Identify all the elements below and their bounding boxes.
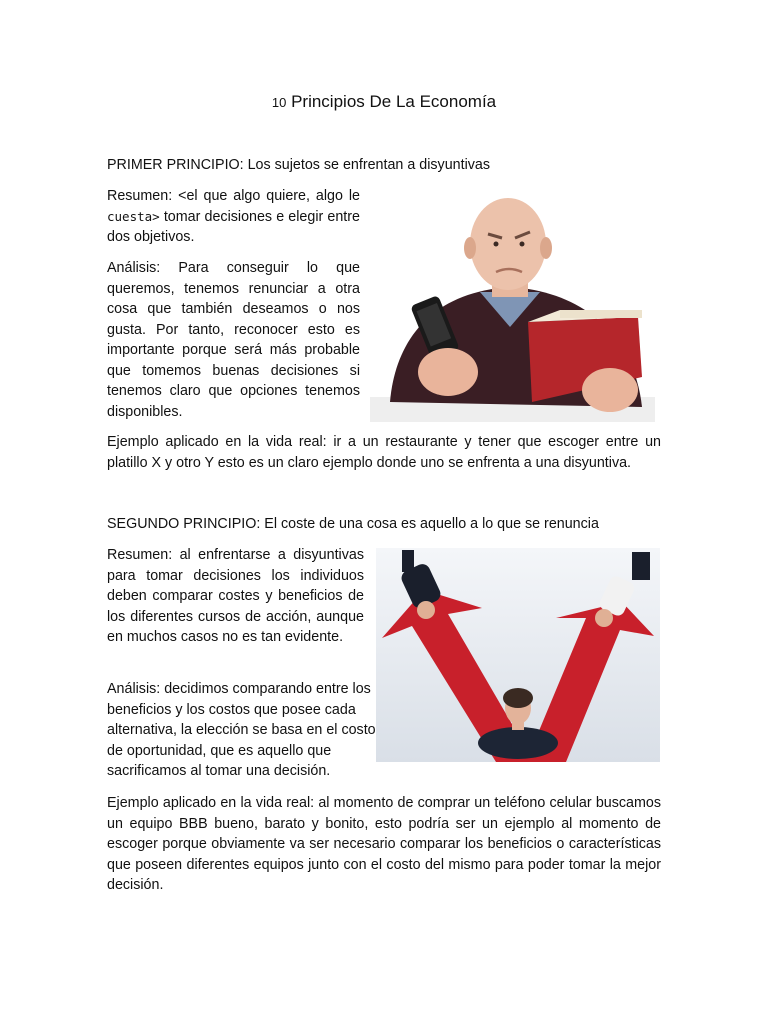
title-number: 10	[271, 95, 287, 110]
people-on-red-v-arrows-illustration	[376, 548, 660, 762]
principle-2-example: Ejemplo aplicado en la vida real: al momento de comprar un teléfono celular buscamos un equipo BBB bueno, barato y bonito, esto podría ser un ejemplo al momento de escoger porque obviamente va ser necesario comparar los beneficios o características que poseen diferentes equipos junto con el costo del mismo para poder tomar la mejor decisión.	[107, 795, 661, 893]
principle-1-heading: PRIMER PRINCIPIO: Los sujetos se enfrentan a disyuntivas	[107, 157, 491, 173]
principle-2-heading: SEGUNDO PRINCIPIO: El coste de una cosa es aquello a lo que se renuncia	[107, 516, 599, 532]
image-man-phone-book	[370, 192, 655, 422]
image-v-arrows	[376, 548, 660, 762]
man-with-phone-and-book-illustration	[370, 192, 655, 422]
principle-2-summary: Resumen: al enfrentarse a disyuntivas para tomar decisiones los individuos deben comparar costes y beneficios de los diferentes cursos de acción, aunque en muchos casos no es tan evidente.	[107, 547, 364, 645]
principle-1-summary: Resumen: <el que algo quiere, algo le cuesta> tomar decisiones e elegir entre dos objetivos.	[107, 188, 360, 245]
principle-2-analysis: Análisis: decidimos comparando entre los beneficios y los costos que posee cada alternativa, la elección se basa en el costo de oportunidad, que es aquello que sacrificamos al tomar una decisión.	[107, 681, 376, 779]
document-title	[0, 90, 768, 115]
principle-1-analysis: Análisis: Para conseguir lo que queremos, tenemos renunciar a otra cosa que también deseamos o nos gusta. Por tanto, reconocer esto es importante porque será más probable que tomemos buenas decisiones si tenemos claro que opciones tenemos disponibles.	[107, 260, 360, 420]
principle-1-example: Ejemplo aplicado en la vida real: ir a un restaurante y tener que escoger entre un platillo X y otro Y esto es un claro ejemplo donde uno se enfrenta a una disyuntiva.	[107, 434, 661, 471]
title-text: Principios De La Economía	[291, 92, 497, 111]
